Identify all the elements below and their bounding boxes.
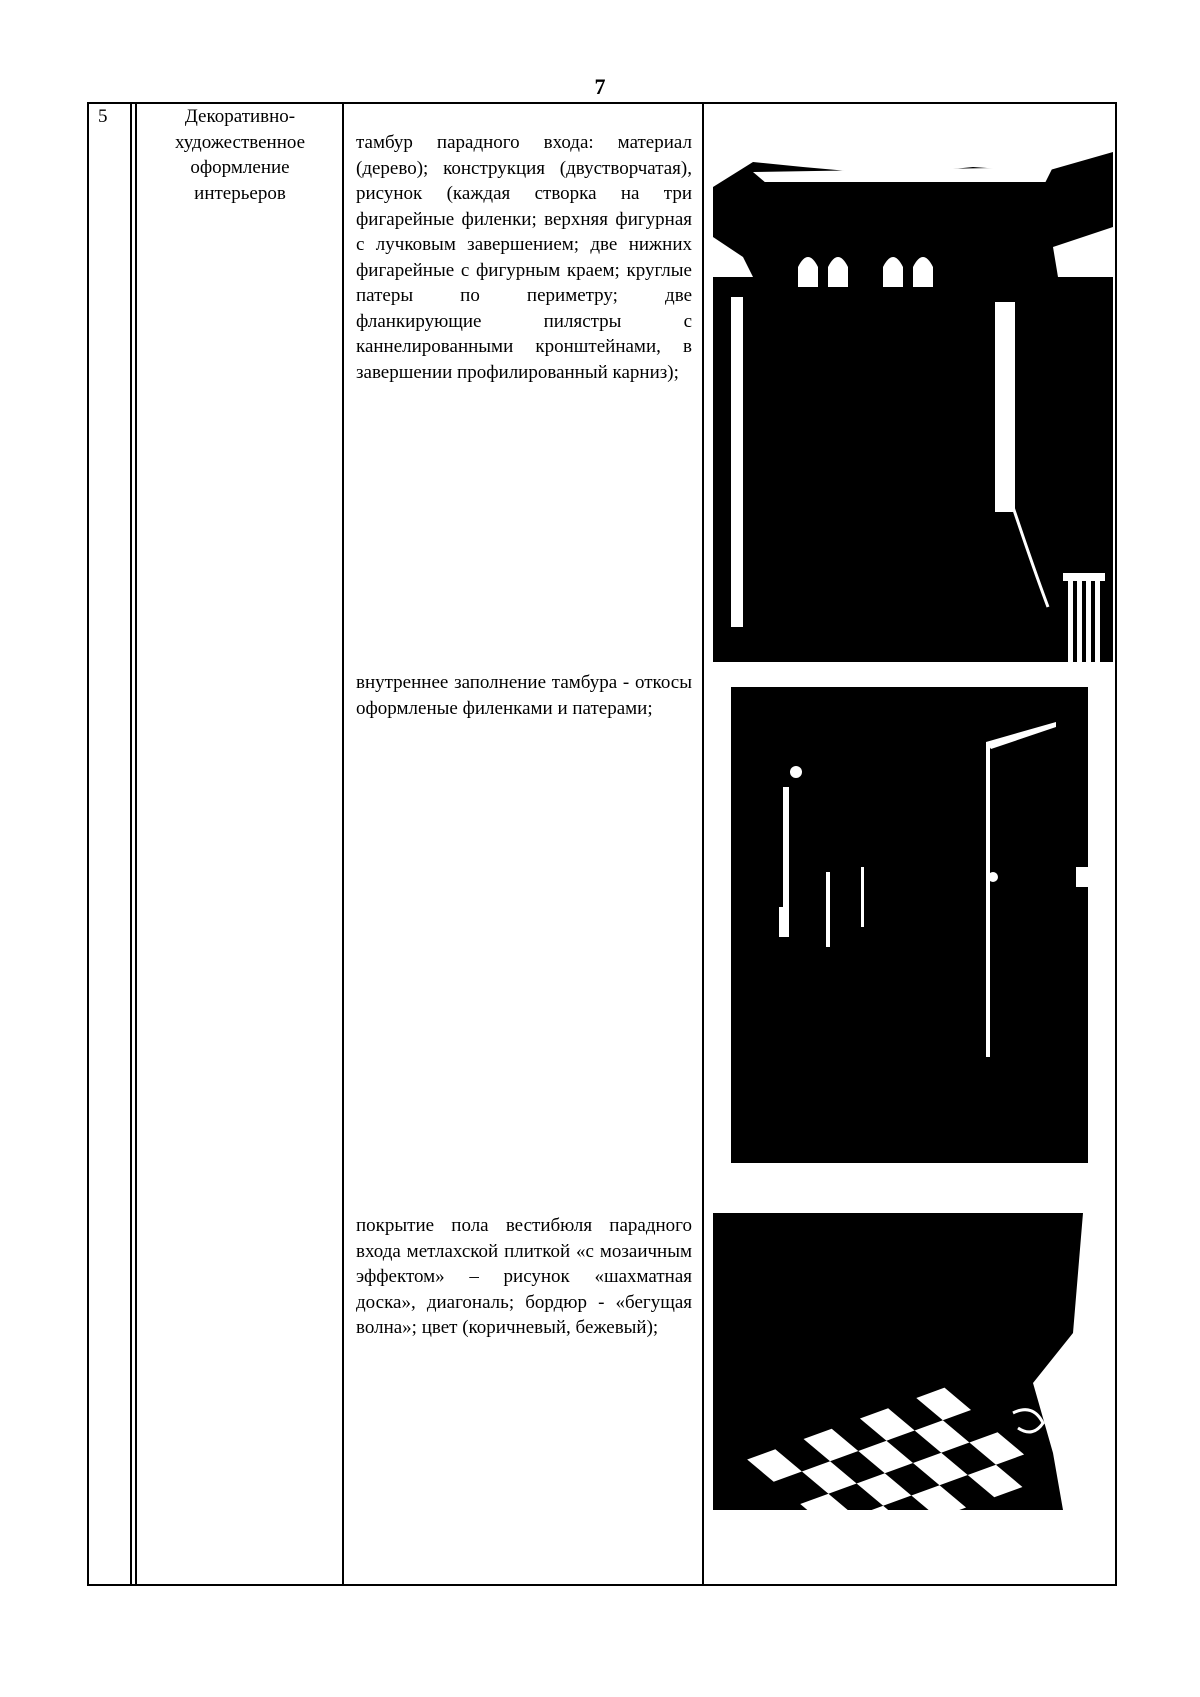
photo-entrance-vestibule [713, 127, 1113, 662]
row-number: 5 [98, 106, 108, 127]
photo-vestibule-interior [731, 687, 1088, 1163]
photo-floor-tiles [713, 1213, 1111, 1510]
column-divider-1 [130, 102, 137, 1586]
item-description-3: покрытие пола вестибюля парадного входа метлахской плиткой «с мозаичным эффектом» – рисунок «шахматная доска», диагональ; бордюр - «бегущая волна»; цвет (коричневый, бежевый); [356, 1215, 692, 1338]
section-title: Декоративно-художественное оформление интерьеров [174, 106, 306, 204]
column-divider-3 [702, 102, 704, 1586]
item-description-2: внутреннее заполнение тамбура - откосы оформленые филенками и патерами; [356, 672, 692, 719]
column-divider-2 [342, 102, 344, 1586]
page-number: 7 [594, 74, 606, 99]
item-description-1: тамбур парадного входа: материал (дерево); конструкция (двустворчатая), рисунок (каждая створка на три фигарейные филенки; верхняя фигурная с лучковым завершением; две нижних фигарейные с фигурным краем; круглые патеры по периметру; две фланкирующие пилястры с каннелированными кронштейнами, в завершении профилированный карниз); [356, 132, 692, 383]
